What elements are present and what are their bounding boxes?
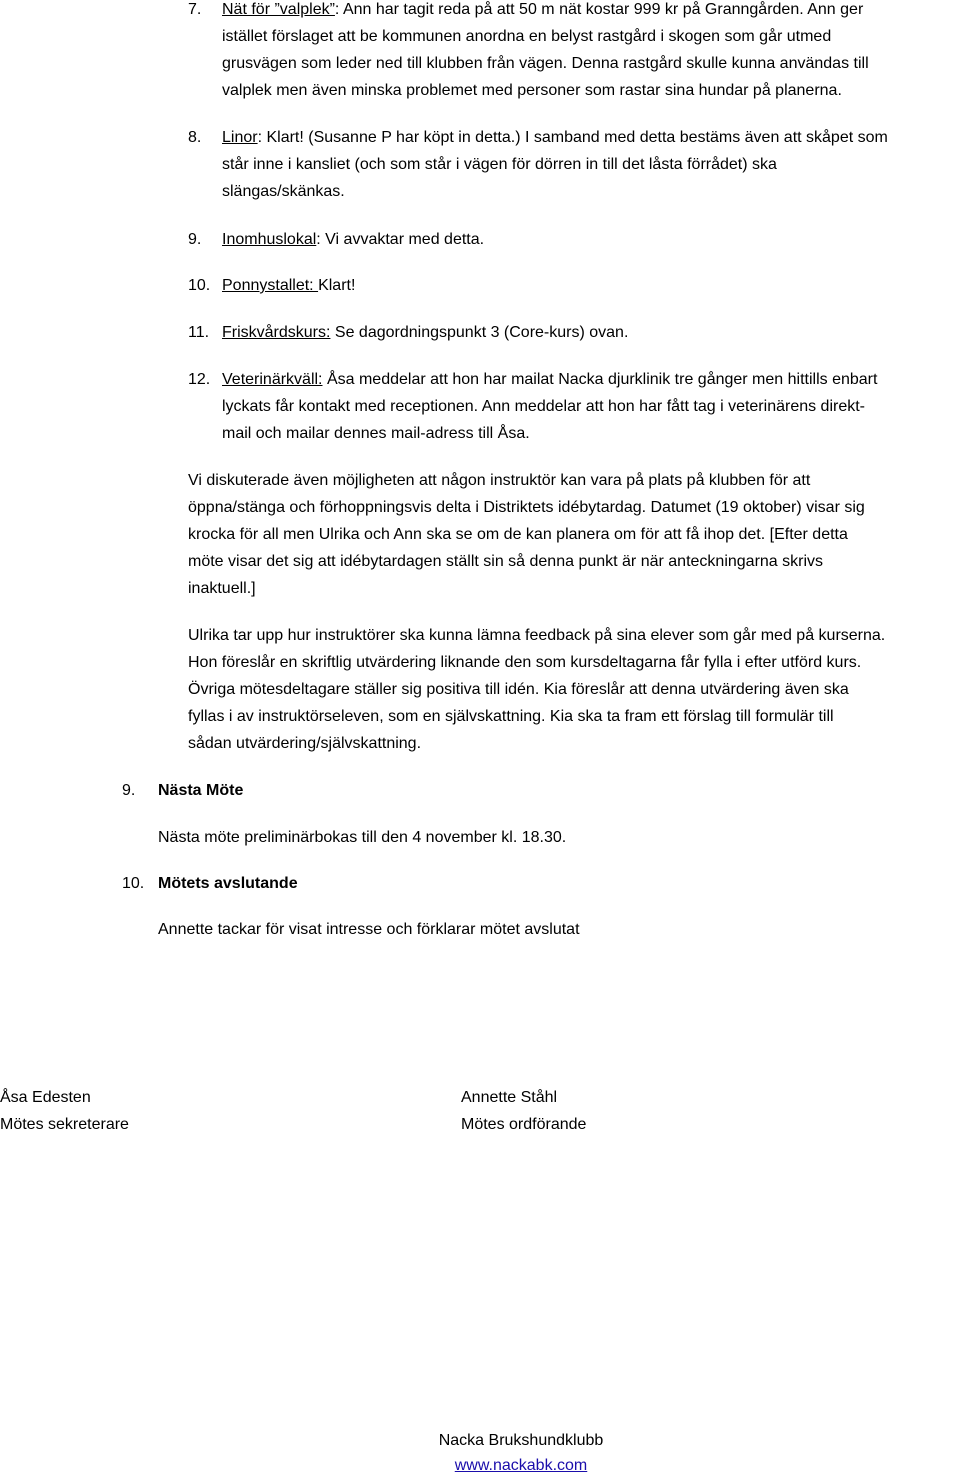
section-number: 9. — [122, 782, 136, 799]
item-text-line: istället förslaget att be kommunen anordna en belyst rastgård i skogen som går utmed — [222, 28, 832, 45]
item-sep: : — [334, 1, 343, 18]
item-text-line: lyckats får kontakt med receptionen. Ann meddelar att hon har fått tag i veterinärens direkt- — [222, 398, 866, 415]
item-sep: : — [257, 129, 267, 146]
paragraph-line: sådan utvärdering/självskattning. — [188, 735, 422, 752]
section-number: 10. — [122, 875, 145, 892]
item-text: Åsa meddelar att hon har mailat Nacka djurklinik tre gånger men hittills enbart — [326, 371, 878, 388]
item-7-line — [222, 0, 863, 23]
item-text-line: mail och mailar dennes mail-adress till Åsa. — [222, 425, 530, 442]
paragraph-line: krocka för all men Ulrika och Ann ska se om de kan planera om för att få ihop det. [Efter detta — [188, 526, 848, 543]
paragraph-line: möte visar det sig att idébytardagen ställt sin så denna punkt är när anteckningarna skrivs — [188, 553, 824, 570]
paragraph-line: Vi diskuterade även möjligheten att någon instruktör kan vara på plats på klubben för att — [188, 472, 811, 489]
item-number: 11. — [188, 324, 210, 341]
section-text: Annette tackar för visat intresse och förklarar mötet avslutat — [158, 921, 580, 938]
item-8-line — [222, 124, 888, 151]
item-title: Ponnystallet: — [222, 277, 319, 294]
item-text: Klart! — [318, 277, 356, 294]
item-title: Nät för ”valplek” — [222, 1, 335, 18]
item-number: 12. — [188, 371, 211, 388]
footer-link-wrap — [0, 1455, 960, 1477]
item-text-line: slängas/skänkas. — [222, 183, 345, 200]
item-9-line — [222, 226, 484, 253]
item-12-line — [222, 366, 877, 393]
signature-role-right: Mötes ordförande — [461, 1116, 587, 1133]
signature-name-left: Åsa Edesten — [0, 1089, 91, 1106]
item-10-line — [222, 272, 355, 299]
item-text: Se dagordningspunkt 3 (Core-kurs) ovan. — [334, 324, 629, 341]
section-heading-next-meeting: Nästa Möte — [158, 782, 244, 799]
item-title: Veterinärkväll: — [222, 371, 323, 388]
section-heading-closing: Mötets avslutande — [158, 875, 298, 892]
item-text: Vi avvaktar med detta. — [325, 231, 485, 248]
item-sep: : — [316, 231, 326, 248]
signature-name-right: Annette Ståhl — [461, 1089, 558, 1106]
paragraph-line: Hon föreslår en skriftlig utvärdering liknande den som kursdeltagarna får fylla i efter utförd kurs. — [188, 654, 862, 671]
item-title: Friskvårdskurs: — [222, 324, 331, 341]
item-number: 10. — [188, 277, 211, 294]
item-text-line: står inne i kansliet (och som står i vägen för dörren in till det låsta förrådet) ska — [222, 156, 777, 173]
item-text-line: grusvägen som leder ned till klubben från vägen. Denna rastgård skulle kunna användas till — [222, 55, 869, 72]
item-title: Inomhuslokal — [222, 231, 317, 248]
paragraph-line: fyllas i av instruktörseleven, som en självskattning. Kia ska ta fram ett förslag till formulär till — [188, 708, 834, 725]
section-text: Nästa möte preliminärbokas till den 4 november kl. 18.30. — [158, 829, 567, 846]
item-text-line: valplek men även minska problemet med personer som rastar sina hundar på planerna. — [222, 82, 842, 99]
item-number: 9. — [188, 231, 202, 248]
item-number: 7. — [188, 1, 202, 18]
paragraph-line: Övriga mötesdeltagare ställer sig positiva till idén. Kia föreslår att denna utvärdering även ska — [188, 681, 849, 698]
footer-org: Nacka Brukshundklubb — [438, 1432, 604, 1449]
item-11-line — [222, 319, 628, 346]
item-title: Linor — [222, 129, 258, 146]
paragraph-line: öppna/stänga och förhoppningsvis delta i Distriktets idébytardag. Datumet (19 oktober) visar sig — [188, 499, 865, 516]
item-number: 8. — [188, 129, 202, 146]
footer-url-link[interactable]: www.nackabk.com — [454, 1457, 588, 1474]
paragraph-line: inaktuell.] — [188, 580, 256, 597]
paragraph-line: Ulrika tar upp hur instruktörer ska kunna lämna feedback på sina elever som går med på kurserna. — [188, 627, 886, 644]
signature-role-left: Mötes sekreterare — [0, 1116, 129, 1133]
item-text: Ann har tagit reda på att 50 m nät kostar 999 kr på Granngården. Ann ger — [342, 1, 864, 18]
item-text: Klart! (Susanne P har köpt in detta.) I samband med detta bestäms även att skåpet som — [266, 129, 888, 146]
